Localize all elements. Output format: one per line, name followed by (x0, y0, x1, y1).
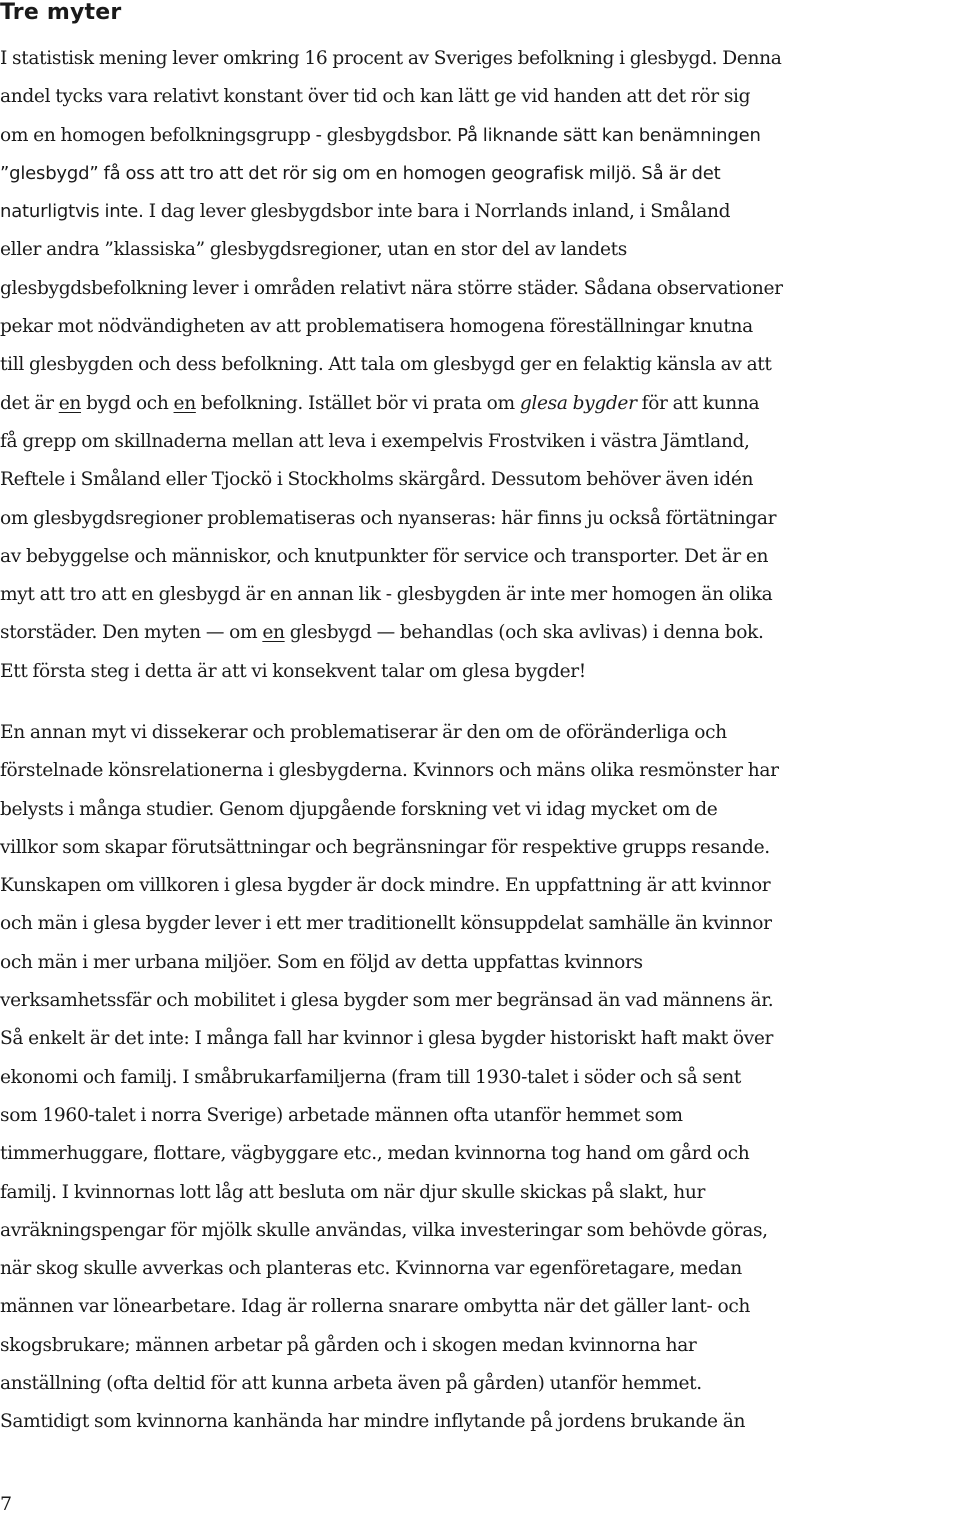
text-run: storstäder. Den myten — om (0, 622, 263, 644)
text-line: till glesbygden och dess befolkning. Att tala om glesbygd ger en felaktig känsla av att (0, 354, 772, 376)
text-line: Samtidigt som kvinnorna kanhända har mindre inflytande på jordens brukande än (0, 1411, 746, 1433)
text-run: om en homogen befolkningsgrupp - glesbygdsbor. (0, 124, 458, 146)
text-run-sans: naturligtvis inte. (0, 201, 149, 223)
text-line: familj. I kvinnornas lott låg att besluta om när djur skulle skickas på slakt, hur (0, 1181, 705, 1203)
text-line: eller andra ”klassiska” glesbygdsregioner, utan en stor del av landets (0, 239, 627, 261)
text-run: det är (0, 392, 59, 414)
text-line: Kunskapen om villkoren i glesa bygder är dock mindre. En uppfattning är att kvinnor (0, 875, 771, 897)
text-line: som 1960-talet i norra Sverige) arbetade männen ofta utanför hemmet som (0, 1104, 683, 1126)
text-line: ekonomi och familj. I småbrukarfamiljerna (fram till 1930-talet i söder och så sent (0, 1066, 741, 1088)
text-line: förstelnade könsrelationerna i glesbygderna. Kvinnors och mäns olika resmönster har (0, 760, 779, 782)
text-line: andel tycks vara relativt konstant över tid och kan lätt ge vid handen att det rör sig (0, 86, 751, 108)
text-line: pekar mot nödvändigheten av att problematisera homogena föreställningar knutna (0, 316, 753, 338)
text-run: för att kunna (636, 392, 760, 414)
text-line: avräkningspengar för mjölk skulle användas, vilka investeringar som behövde göras, (0, 1219, 768, 1241)
text-line: anställning (ofta deltid för att kunna arbeta även på gården) utanför hemmet. (0, 1373, 702, 1395)
text-run: befolkning. Istället bör vi prata om (195, 392, 520, 414)
text-line (0, 193, 960, 231)
text-line: av bebyggelse och människor, och knutpunkter för service och transporter. Det är en (0, 545, 769, 567)
text-line: En annan myt vi dissekerar och problematiserar är den om de oföränderliga och (0, 722, 727, 743)
text-line (0, 385, 960, 423)
italic-phrase: glesa bygder (519, 392, 637, 414)
text-line: när skog skulle avverkas och planteras etc. Kvinnorna var egenföretagare, medan (0, 1258, 742, 1280)
text-line: myt att tro att en glesbygd är en annan lik - glesbygden är inte mer homogen än olika (0, 584, 773, 606)
text-line: glesbygdsbefolkning lever i områden relativt nära större städer. Sådana observationer (0, 277, 783, 299)
text-line (0, 117, 960, 155)
text-line: Så enkelt är det inte: I många fall har kvinnor i glesa bygder historiskt haft makt över (0, 1028, 774, 1050)
text-line: I statistisk mening lever omkring 16 procent av Sveriges befolkning i glesbygd. Denna (0, 48, 782, 69)
text-line: skogsbrukare; männen arbetar på gården och i skogen medan kvinnorna har (0, 1334, 697, 1356)
text-line: Reftele i Småland eller Tjockö i Stockholms skärgård. Dessutom behöver även idén (0, 469, 754, 491)
underlined-word: en (58, 392, 82, 414)
text-line: Ett första steg i detta är att vi konsekvent talar om glesa bygder! (0, 660, 586, 682)
page-number: 7 (0, 1493, 13, 1515)
text-line: få grepp om skillnaderna mellan att leva i exempelvis Frostviken i västra Jämtland, (0, 430, 750, 452)
text-line: villkor som skapar förutsättningar och begränsningar för respektive grupps resande. (0, 836, 770, 858)
section-heading: Tre myter (0, 0, 122, 25)
text-line: timmerhuggare, flottare, vägbyggare etc., medan kvinnorna tog hand om gård och (0, 1143, 750, 1165)
underlined-word: en (262, 622, 285, 644)
text-line: männen var lönearbetare. Idag är rollerna snarare ombytta när det gäller lant- och (0, 1296, 751, 1318)
underlined-word: en (173, 392, 196, 414)
text-line: och män i mer urbana miljöer. Som en följd av detta uppfattas kvinnors (0, 951, 643, 973)
text-line: ”glesbygd” få oss att tro att det rör sig om en homogen geografisk miljö. Så är det (0, 162, 721, 184)
text-run-sans: På liknande sätt kan benämningen (457, 124, 761, 146)
paragraph-myth-two (0, 714, 960, 1442)
text-run: I dag lever glesbygdsbor inte bara i Norrlands inland, i Småland (148, 201, 731, 223)
text-line: om glesbygdsregioner problematiseras och nyanseras: här finns ju också förtätningar (0, 507, 777, 529)
text-run: glesbygd — behandlas (och ska avlivas) i denna bok. (284, 622, 764, 644)
text-run: bygd och (81, 392, 174, 414)
text-line: och män i glesa bygder lever i ett mer traditionellt könsuppdelat samhälle än kvinnor (0, 913, 772, 935)
text-line: verksamhetssfär och mobilitet i glesa bygder som mer begränsad än vad männens är. (0, 990, 774, 1012)
text-line (0, 614, 960, 652)
text-line: belysts i många studier. Genom djupgående forskning vet vi idag mycket om de (0, 798, 718, 820)
paragraph-myth-one (0, 40, 960, 691)
